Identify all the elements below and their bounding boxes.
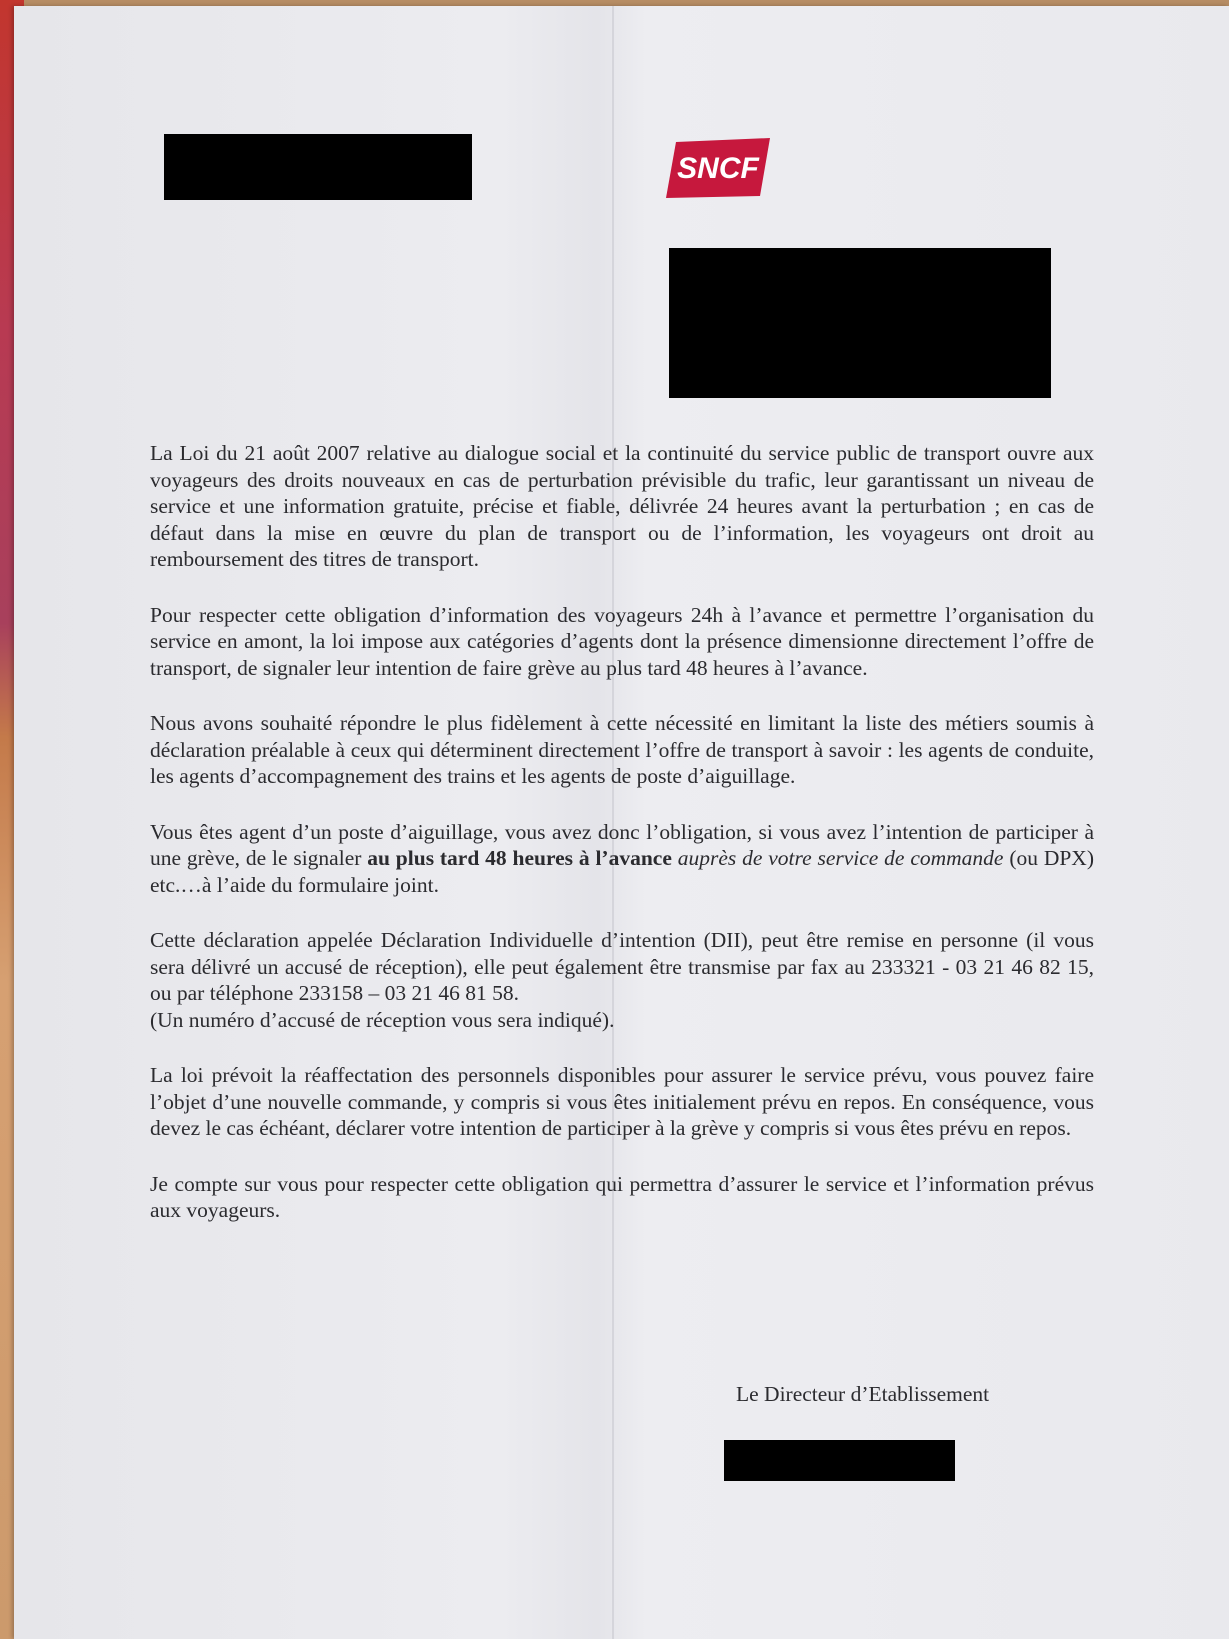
paragraph-4 [150, 819, 1094, 899]
sncf-logo-text: SNCF [677, 152, 759, 185]
paragraph-1: La Loi du 21 août 2007 relative au dialogue social et la continuité du service public de transport ouvre aux voyageurs des droits nouveaux en cas de perturbation prévisible du trafic, leur garantissant un niveau de service et une information gratuite, précise et fiable, délivrée 24 heures avant la perturbation ; en cas de défaut dans la mise en œuvre du plan de transport ou de l’information, les voyageurs ont droit au remboursement des titres de transport. [150, 441, 1094, 571]
paragraph-5-line-2: (Un numéro d’accusé de réception vous sera indiqué). [150, 1007, 615, 1032]
paragraph-3: Nous avons souhaité répondre le plus fidèlement à cette nécessité en limitant la liste des métiers soumis à déclaration préalable à ceux qui déterminent directement l’offre de transport à savoir : les agents de conduite, les agents d’accompagnement des trains et les agents de poste d’aiguillage. [150, 711, 1094, 788]
redacted-sender-block [164, 134, 472, 200]
letter-body [150, 440, 1094, 1253]
paragraph-2: Pour respecter cette obligation d’information des voyageurs 24h à l’avance et permettre l’organisation du service en amont, la loi impose aux catégories d’agents dont la présence dimensionne directement l’offre de transport, de signaler leur intention de faire grève au plus tard 48 heures à l’avance. [150, 602, 1094, 680]
paragraph-5 [150, 927, 1094, 1033]
redacted-recipient-block [669, 248, 1051, 398]
sncf-logo [662, 138, 774, 198]
paragraph-4-bold-deadline: au plus tard 48 heures à l’avance [367, 846, 672, 870]
redacted-signature-block [724, 1440, 955, 1481]
paragraph-4-text-start: Vous êtes agent d’un poste d’aiguillage, vous avez donc l’obligation, si vous avez l’intention de participer à une grève, de le signaler [150, 819, 1094, 870]
paragraph-5-line-1: Cette déclaration appelée Déclaration Individuelle d’intention (DII), peut être remise en personne (il vous sera délivré un accusé de réception), elle peut également être transmise par fax au 233321 - 03 21 46 82 15, ou par téléphone 233158 – 03 21 46 81 58. [150, 928, 1094, 1005]
paragraph-6: La loi prévoit la réaffectation des personnels disponibles pour assurer le service prévu, vous pouvez faire l’objet d’une nouvelle commande, y compris si vous êtes initialement prévu en repos. En conséquence, vous devez le cas échéant, déclarer votre intention de participer à la grève y compris si vous êtes prévu en repos. [150, 1063, 1094, 1140]
paragraph-4-text-end: (ou DPX) etc.…à l’aide du formulaire joint. [150, 846, 1094, 897]
paragraph-7: Je compte sur vous pour respecter cette obligation qui permettra d’assurer le service et l’information prévus aux voyageurs. [150, 1171, 1094, 1222]
signature-title: Le Directeur d’Etablissement [736, 1382, 990, 1406]
paragraph-4-italic-service: auprès de votre service de commande [671, 846, 1004, 870]
